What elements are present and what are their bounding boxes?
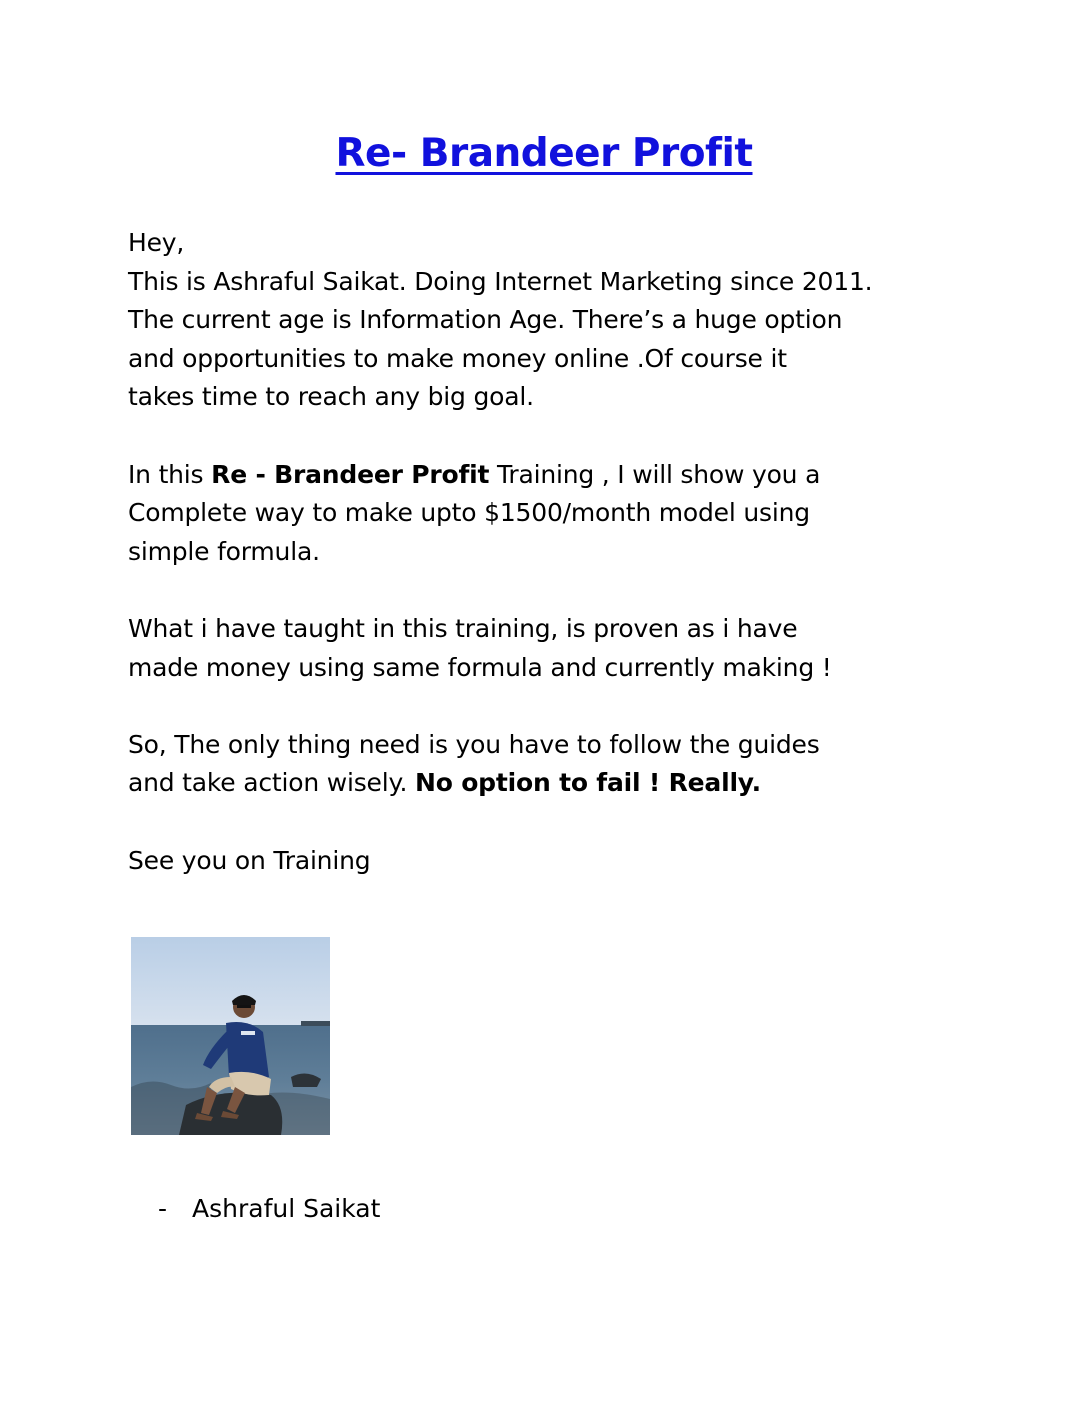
paragraph-gap — [128, 417, 968, 456]
action-line-2 — [128, 764, 968, 803]
signature-dash: - — [158, 1194, 168, 1223]
action-line-1: So, The only thing need is you have to follow the guides — [128, 729, 820, 759]
signature — [158, 1190, 380, 1228]
intro-line-2: The current age is Information Age. There’s a huge option — [128, 305, 843, 335]
training-name-bold: Re - Brandeer Profit — [211, 459, 490, 489]
document-title-link[interactable]: Re- Brandeer Profit — [335, 131, 753, 176]
paragraph-gap — [128, 687, 968, 726]
training-line-1-start: In this — [128, 459, 212, 489]
training-line-1-end: Training , I will show you a — [489, 459, 821, 489]
no-fail-bold: No option to fail ! Really. — [415, 768, 761, 798]
proof-line-1: What i have taught in this training, is proven as i have — [128, 613, 798, 643]
intro-line-1: This is Ashraful Saikat. Doing Internet Marketing since 2011. — [128, 266, 873, 296]
author-photo — [131, 937, 330, 1135]
greeting-line: Hey, — [128, 228, 185, 257]
intro-line-3: and opportunities to make money online .Of course it — [128, 343, 787, 373]
paragraph-gap — [128, 571, 968, 610]
training-line-3: simple formula. — [128, 536, 320, 566]
action-line-2-start: and take action wisely. — [128, 768, 415, 798]
letter-body — [128, 224, 968, 880]
paragraph-gap — [128, 803, 968, 842]
intro-line-4: takes time to reach any big goal. — [128, 382, 534, 412]
closing-line: See you on Training — [128, 845, 371, 875]
signature-name: Ashraful Saikat — [192, 1194, 381, 1223]
proof-line-2: made money using same formula and currently making ! — [128, 652, 832, 682]
training-line-1 — [128, 456, 968, 495]
training-line-2: Complete way to make upto $1500/month model using — [128, 498, 810, 528]
